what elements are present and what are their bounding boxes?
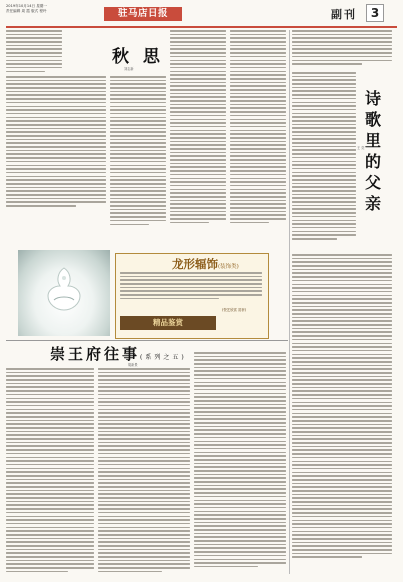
autumn-article-body-col1 [6,30,62,74]
dragon-feature-text [120,272,262,302]
autumn-article-body-col4 [230,30,286,225]
dragon-feature-title: 龙形辐饰(装饰类) [172,257,239,271]
column-divider [289,30,290,252]
poem-title: 诗歌里的父亲 [364,89,381,213]
poem-body-col1 [292,72,356,242]
masthead-rule [6,26,397,28]
autumn-article-body-col1b [6,76,106,209]
autumn-article-body-col3 [170,30,226,225]
paper-logo: 驻马店日报 [104,7,182,21]
date-line: 2019年10月14日 星期一 [6,4,47,8]
section-rule [6,340,288,341]
dragon-figurine-image [36,262,92,318]
story-byline: 胡新景 [128,363,138,367]
story-body-col2 [98,368,190,575]
dragon-caption: (瓷艺欣赏 赏析) [222,308,247,312]
story-body-col3 [194,352,286,570]
poem-body-col2 [292,254,392,560]
column-divider-lower [289,252,290,574]
masthead-meta [6,4,47,13]
story-title: 崇王府往事(系列之五) [50,345,187,363]
autumn-article-byline: 刘志新 [124,67,134,71]
section-name: 副刊 [331,8,357,21]
poem-intro-text [292,30,392,67]
page-number: 3 [366,4,384,22]
boutique-appreciation-badge: 精品鉴赏 [120,316,216,330]
autumn-article-title: 秋 思 [112,47,164,67]
story-body-col1 [6,368,94,575]
poem-byline: 王 奕 [357,146,365,150]
editors-line: 责任编辑 周 霞 版式 程玲 [6,8,47,13]
autumn-article-body-col2 [110,76,166,227]
